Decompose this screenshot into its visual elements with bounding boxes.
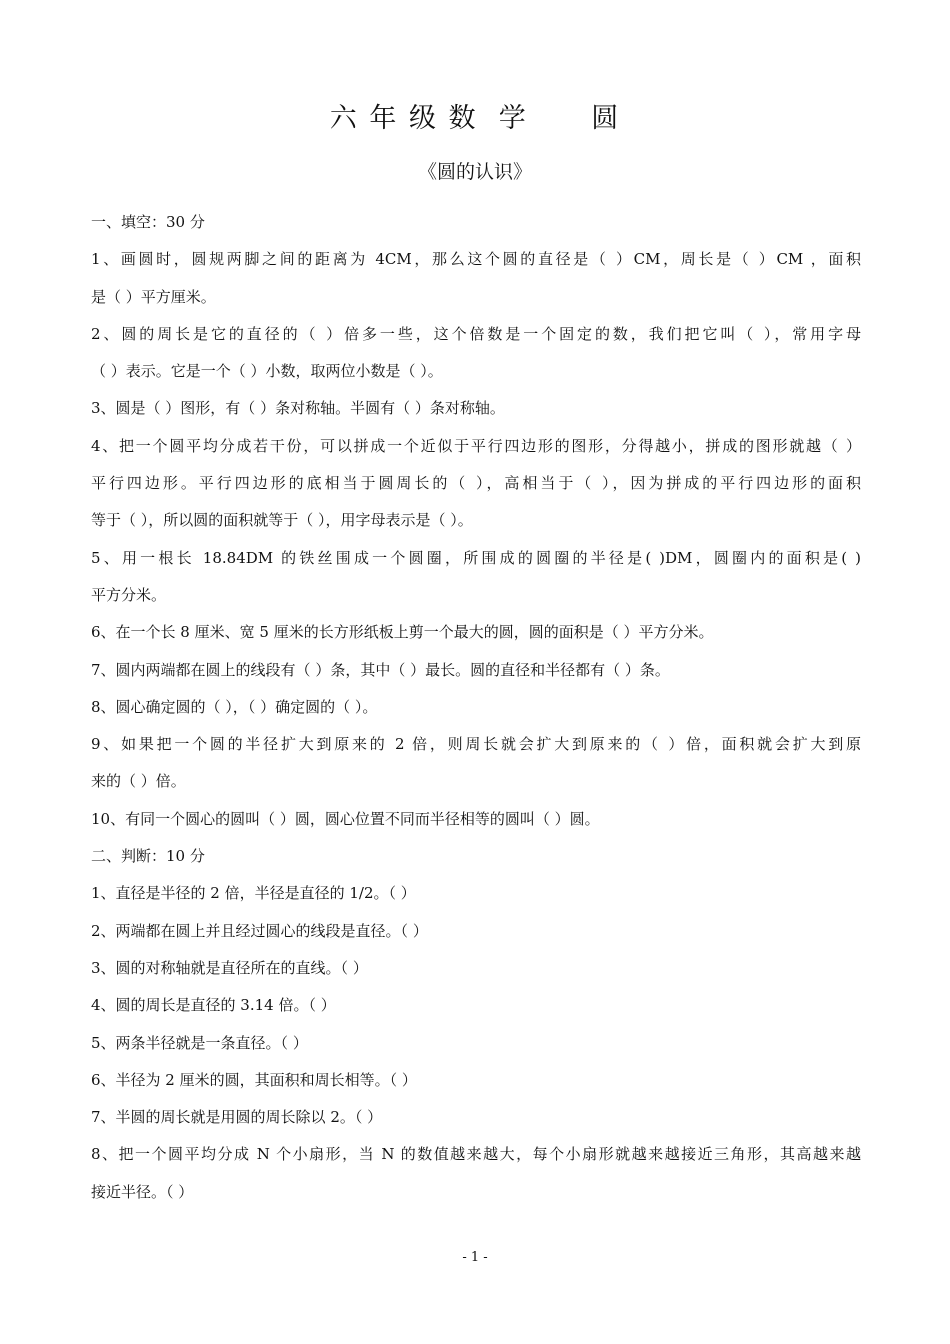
fill-line: 1、画圆时，圆规两脚之间的距离为 4CM，那么这个圆的直径是（ ）CM，周长是（ ）CM ，面积 [91, 250, 861, 269]
fill-line: 平行四边形。平行四边形的底相当于圆周长的（ ），高相当于（ ），因为拼成的平行四边形的面积 [91, 474, 861, 493]
fill-line: 8、圆心确定圆的（ ），（ ）确定圆的（ ）。 [91, 697, 378, 716]
fill-line: 10、有同一个圆心的圆叫（ ）圆，圆心位置不同而半径相等的圆叫（ ）圆。 [91, 809, 600, 828]
fill-line: 等于（ ），所以圆的面积就等于（ ），用字母表示是（ ）。 [91, 511, 473, 530]
fill-line: 5、用一根长 18.84DM 的铁丝围成一个圆圈，所围成的圆圈的半径是( )DM，圆圈内的面积是( ) [91, 548, 861, 567]
section-heading-fill: 一、填空：30 分 [91, 213, 205, 231]
page-subtitle: 《圆的认识》 [417, 161, 532, 183]
page-number: - 1 - [462, 1250, 488, 1265]
judge-line: 6、半径为 2 厘米的圆，其面积和周长相等。（ ） [91, 1070, 417, 1089]
judge-line: 1、直径是半径的 2 倍，半径是直径的 1/2。（ ） [91, 884, 416, 903]
fill-line: 是（ ）平方厘米。 [91, 287, 216, 306]
judge-line: 4、圆的周长是直径的 3.14 倍。（ ） [91, 996, 336, 1015]
fill-line: 7、圆内两端都在圆上的线段有（ ）条，其中（ ）最长。圆的直径和半径都有（ ）条。 [91, 660, 670, 679]
fill-line: 平方分米。 [91, 585, 167, 604]
document-body [91, 204, 861, 1211]
judge-line: 2、两端都在圆上并且经过圆心的线段是直径。（ ） [91, 921, 428, 940]
section-heading-judge: 二、判断：10 分 [91, 847, 205, 866]
page-title: 六 年 级 数 学 圆 [329, 103, 621, 134]
judge-line: 3、圆的对称轴就是直径所在的直线。（ ） [91, 958, 368, 977]
judge-line: 5、两条半径就是一条直径。（ ） [91, 1033, 308, 1052]
fill-line: （ ）表示。它是一个（ ）小数，取两位小数是（ ）。 [91, 362, 443, 381]
judge-line: 7、半圆的周长就是用圆的周长除以 2。（ ） [91, 1108, 383, 1127]
judge-line: 8、把一个圆平均分成 N 个小扇形，当 N 的数值越来越大，每个小扇形就越来越接近三角形，其高越来越 [91, 1145, 861, 1164]
fill-line: 3、圆是（ ）图形，有（ ）条对称轴。半圆有（ ）条对称轴。 [91, 399, 505, 418]
fill-line: 9、如果把一个圆的半径扩大到原来的 2 倍，则周长就会扩大到原来的（ ）倍，面积就会扩大到原 [91, 735, 861, 754]
fill-line: 来的（ ）倍。 [91, 772, 186, 791]
judge-line: 接近半径。（ ） [91, 1182, 194, 1201]
fill-line: 6、在一个长 8 厘米、宽 5 厘米的长方形纸板上剪一个最大的圆，圆的面积是（ ）平方分米。 [91, 623, 714, 642]
fill-line: 4、把一个圆平均分成若干份，可以拼成一个近似于平行四边形的图形，分得越小，拼成的图形就越（ ） [91, 436, 861, 455]
fill-line: 2、圆的周长是它的直径的（ ）倍多一些，这个倍数是一个固定的数，我们把它叫（ ），常用字母 [91, 324, 861, 343]
